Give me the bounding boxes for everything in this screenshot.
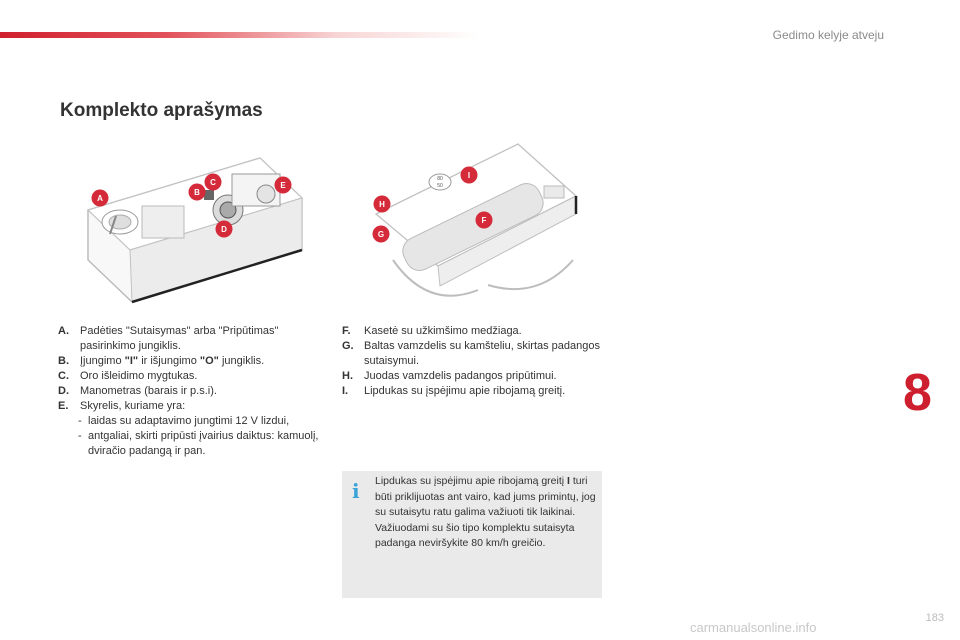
legend-item-i bbox=[342, 384, 604, 399]
callout-h: H bbox=[379, 200, 385, 209]
legend-item-d bbox=[58, 384, 320, 399]
legend-text: Juodas vamzdelis padangos pripūtimui. bbox=[364, 370, 557, 382]
callout-c: C bbox=[210, 178, 216, 187]
legend-subtext: antgaliai, skirti pripūsti įvairius daiktus: kamuolį, dviračio padangą ir pan. bbox=[88, 430, 319, 457]
legend-list-left bbox=[58, 324, 320, 459]
legend-text: jungiklis. bbox=[218, 355, 265, 367]
page-title: Komplekto aprašymas bbox=[60, 100, 263, 121]
left-figure-callouts bbox=[80, 150, 310, 310]
header-accent-bar bbox=[0, 32, 480, 38]
legend-item-a bbox=[58, 324, 320, 354]
sticker-top-text: 80 bbox=[437, 176, 443, 182]
callout-a: A bbox=[97, 194, 103, 203]
legend-item-h bbox=[342, 369, 604, 384]
legend-bold: "O" bbox=[199, 355, 219, 367]
legend-item-c bbox=[58, 369, 320, 384]
legend-text: Lipdukas su įspėjimu apie ribojamą greitį. bbox=[364, 385, 566, 397]
legend-text: Oro išleidimo mygtukas. bbox=[80, 370, 198, 382]
info-paragraph-1: Lipdukas su įspėjimu apie ribojamą greitį I turi būti priklijuotas ant vairo, kad jums primintų, jog su sutaisytu ratu galima važiuoti tik laikinai. bbox=[375, 475, 596, 518]
legend-text: Skyrelis, kuriame yra: bbox=[80, 400, 186, 412]
legend-text: Padėties "Sutaisymas" arba "Pripūtimas" pasirinkimo jungiklis. bbox=[80, 325, 279, 352]
callout-f: F bbox=[481, 216, 487, 225]
info-icon: i bbox=[352, 479, 360, 503]
legend-key: B. bbox=[58, 355, 69, 367]
legend-text: ir išjungimo bbox=[138, 355, 200, 367]
legend-key: A. bbox=[58, 325, 69, 337]
legend-item-b bbox=[58, 354, 320, 369]
legend-key: D. bbox=[58, 385, 69, 397]
chapter-number: 8 bbox=[903, 364, 932, 422]
info-text bbox=[375, 474, 597, 552]
legend-text: Baltas vamzdelis su kamšteliu, skirtas padangos sutaisymui. bbox=[364, 340, 600, 367]
callout-i: I bbox=[467, 171, 471, 180]
callout-b: B bbox=[194, 188, 200, 197]
info-box bbox=[342, 471, 602, 598]
right-figure-callouts bbox=[368, 140, 583, 300]
legend-key: F. bbox=[342, 325, 351, 337]
legend-text: Kasetė su užkimšimo medžiaga. bbox=[364, 325, 522, 337]
callout-d: D bbox=[221, 225, 227, 234]
watermark: carmanualsonline.info bbox=[690, 620, 817, 635]
legend-text: Įjungimo bbox=[80, 355, 125, 367]
legend-key: H. bbox=[342, 370, 353, 382]
info-paragraph-2: Važiuodami su šio tipo komplektu sutaisyta padanga neviršykite 80 km/h greičio. bbox=[375, 521, 575, 549]
legend-key: I. bbox=[342, 385, 349, 397]
legend-text: Manometras (barais ir p.s.i). bbox=[80, 385, 217, 397]
legend-item-e bbox=[58, 399, 320, 414]
legend-key: C. bbox=[58, 370, 69, 382]
callout-e: E bbox=[280, 181, 286, 190]
legend-item-g bbox=[342, 339, 604, 369]
legend-bold: "I" bbox=[124, 355, 139, 367]
legend-key: G. bbox=[342, 340, 354, 352]
callout-g: G bbox=[377, 230, 385, 239]
legend-list-right bbox=[342, 324, 604, 399]
legend-subtext: laidas su adaptavimo jungtimi 12 V lizdui, bbox=[88, 415, 290, 427]
legend-key: E. bbox=[58, 400, 69, 412]
sticker-bottom-text: 50 bbox=[437, 183, 443, 189]
section-header: Gedimo kelyje atveju bbox=[772, 28, 884, 42]
page-number: 183 bbox=[925, 612, 944, 624]
legend-item-f bbox=[342, 324, 604, 339]
legend-subitem: - antgaliai, skirti pripūsti įvairius daiktus: kamuolį, dviračio padangą ir pan. bbox=[78, 430, 319, 457]
legend-subitem: - laidas su adaptavimo jungtimi 12 V lizdui, bbox=[78, 415, 290, 427]
